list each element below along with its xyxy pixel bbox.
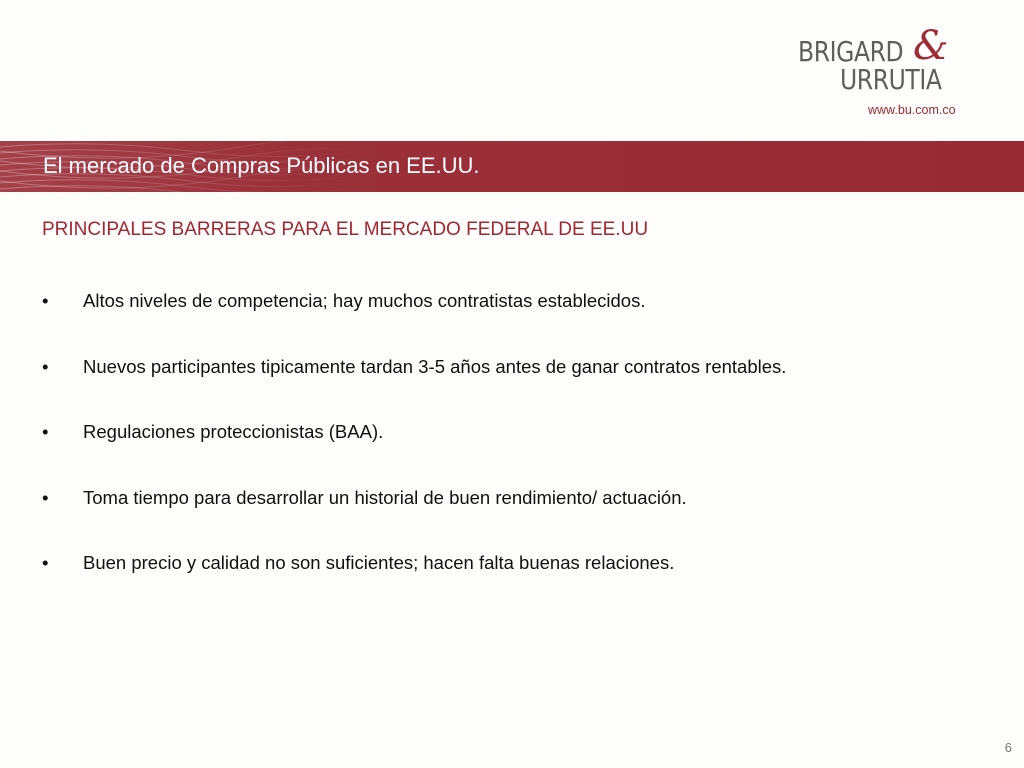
bullet-icon: • — [42, 421, 49, 443]
bullet-text: Nuevos participantes tipicamente tardan 3-5 años antes de ganar contratos rentables. — [83, 355, 787, 377]
bullet-icon: • — [42, 355, 49, 377]
logo-word-urrutia: URRUTIA — [840, 63, 942, 96]
brigard-urrutia-logo — [796, 23, 986, 122]
bullet-icon: • — [42, 486, 49, 508]
slide-subtitle: PRINCIPALES BARRERAS PARA EL MERCADO FEDERAL DE EE.UU — [42, 219, 649, 240]
logo-word-brigard: BRIGARD — [798, 35, 904, 68]
bullet-text: Toma tiempo para desarrollar un historial de buen rendimiento/ actuación. — [83, 486, 687, 508]
bullet-text: Buen precio y calidad no son suficientes; hacen falta buenas relaciones. — [83, 552, 675, 574]
logo-ampersand: & — [913, 23, 949, 69]
title-bar — [0, 141, 1024, 192]
page-number: 6 — [1004, 740, 1012, 755]
bullet-icon: • — [42, 290, 49, 311]
bullet-text: Altos niveles de competencia; hay muchos contratistas establecidos. — [83, 290, 646, 311]
logo-website-url: www.bu.com.co — [868, 103, 956, 117]
slide-title: El mercado de Compras Públicas en EE.UU. — [43, 153, 480, 178]
bullet-text: Regulaciones proteccionistas (BAA). — [83, 421, 384, 443]
bullet-icon: • — [42, 552, 49, 574]
